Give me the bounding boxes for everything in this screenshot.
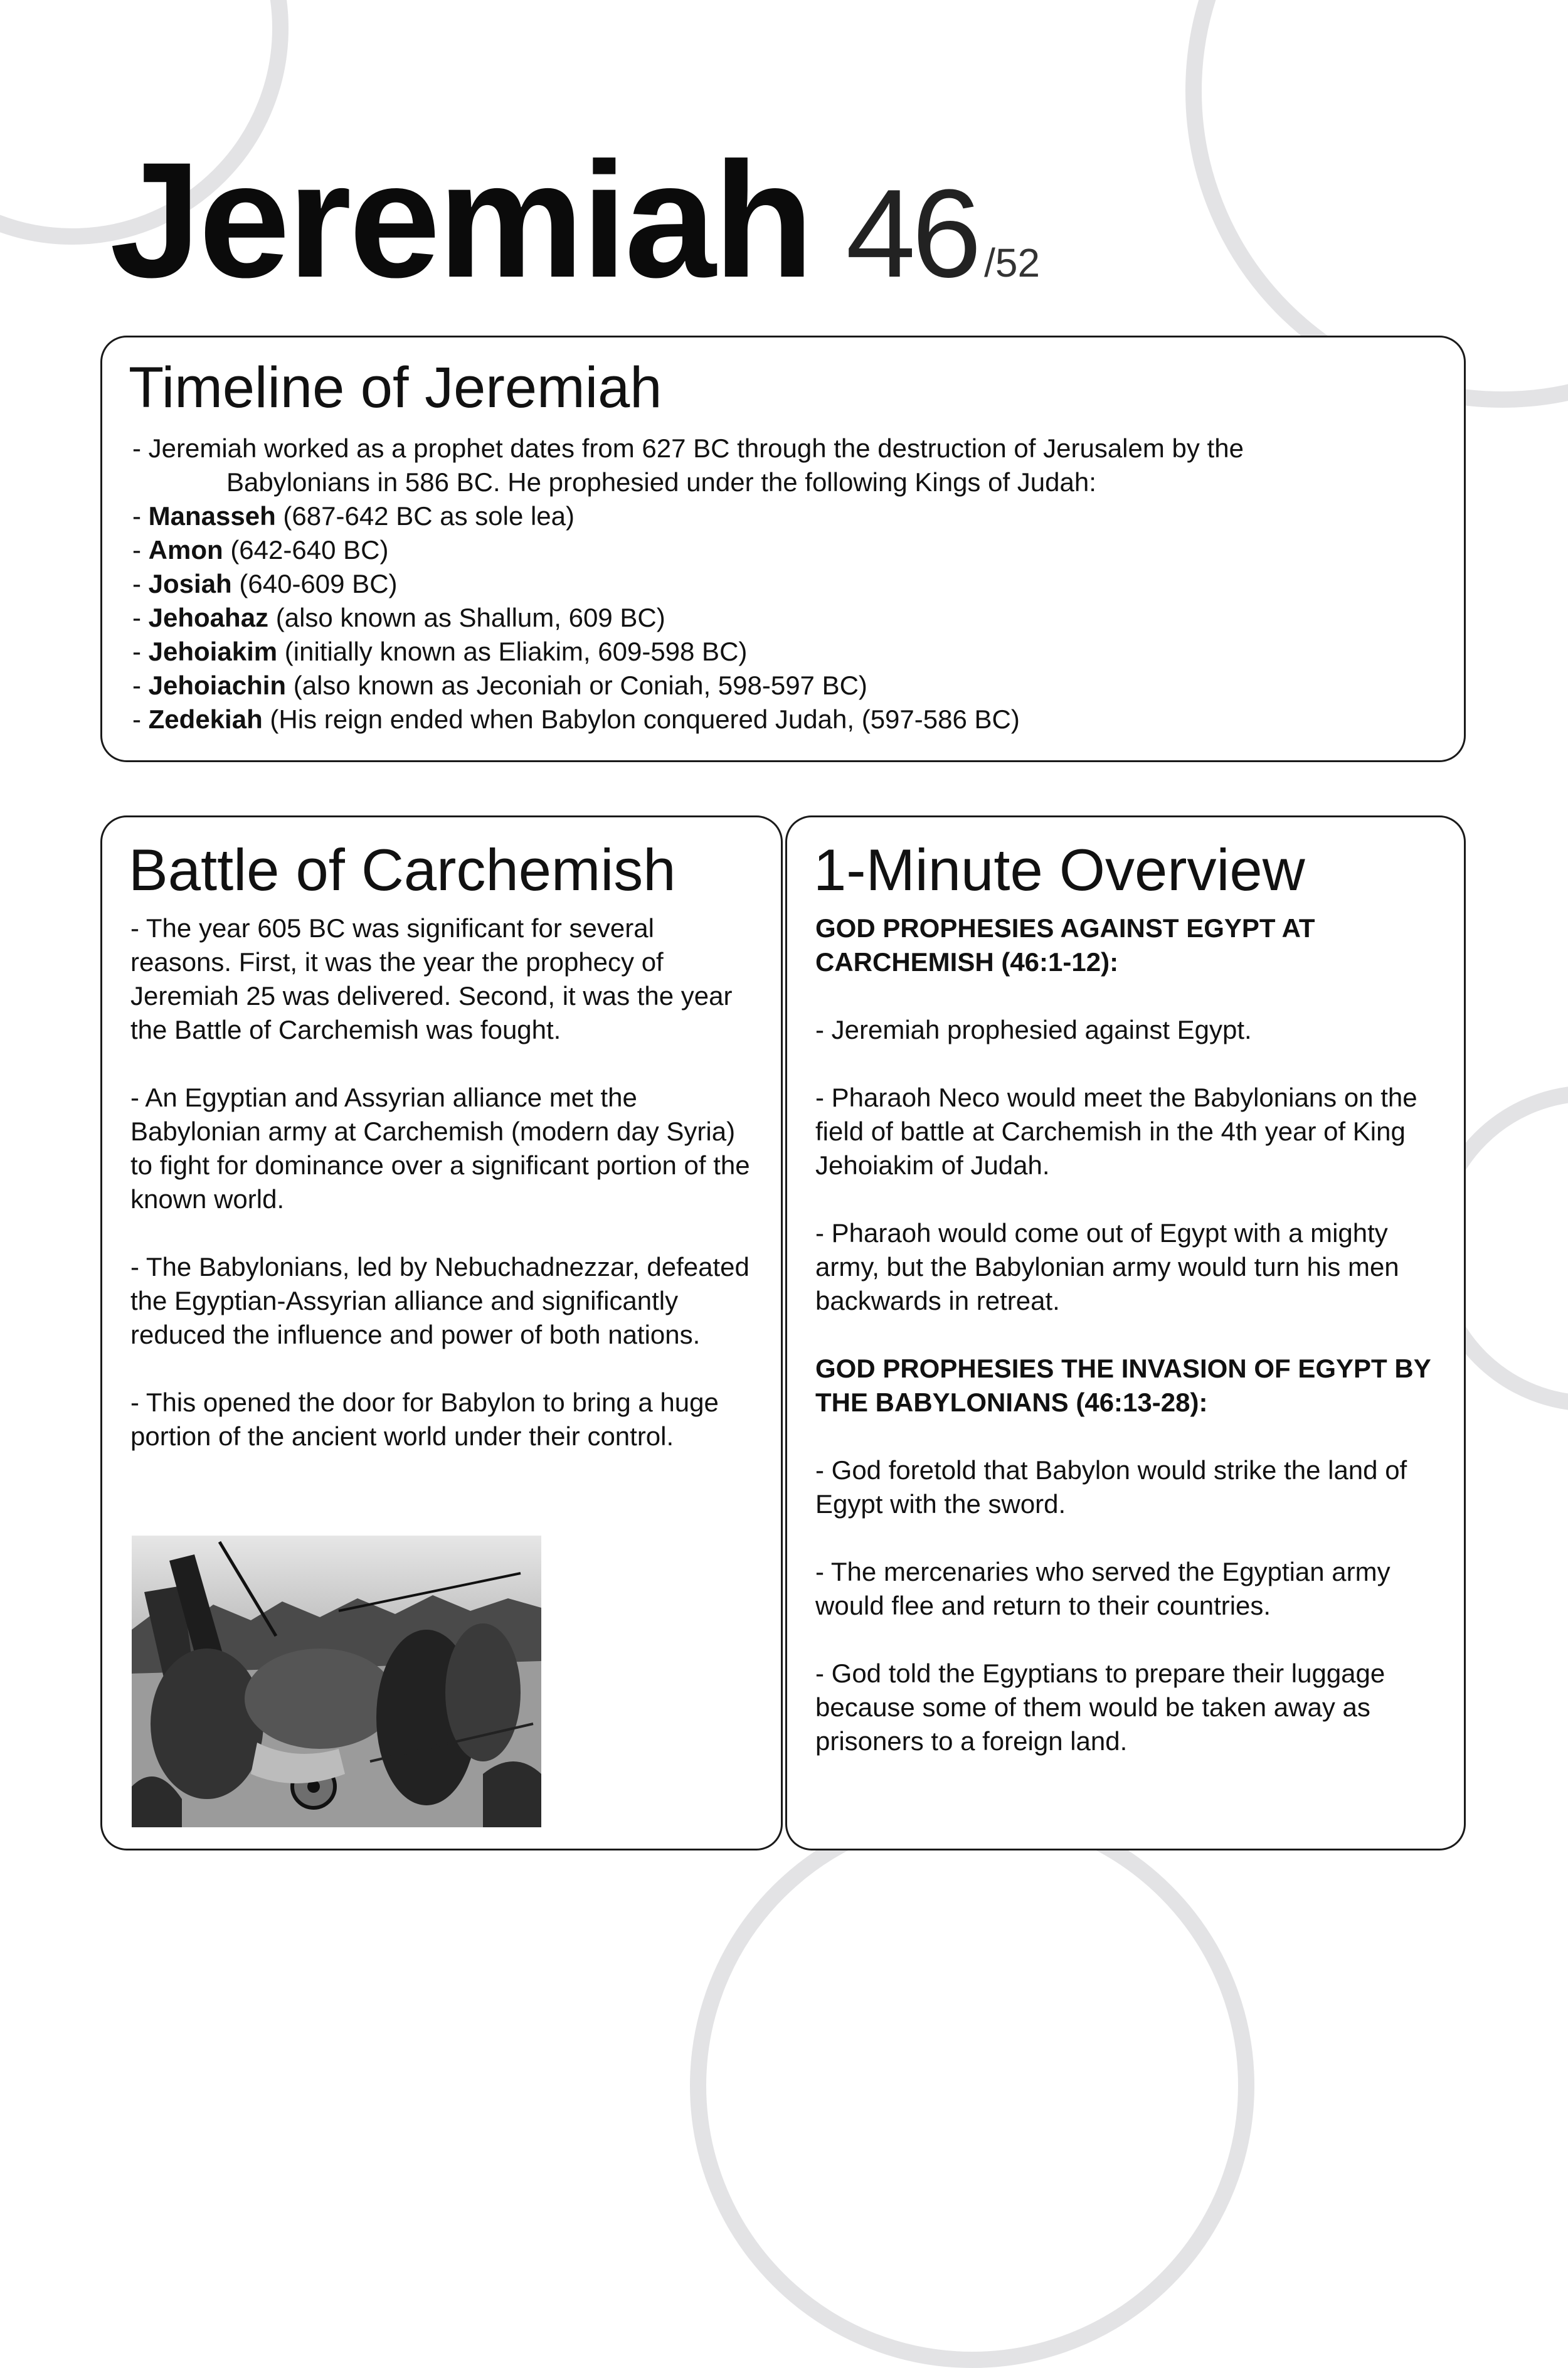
overview-point: - Pharaoh would come out of Egypt with a mighty army, but the Babylonian army would turn his men backwards in retreat.	[815, 1218, 1399, 1315]
king-detail: (His reign ended when Babylon conquered Judah, (597-586 BC)	[262, 704, 1020, 734]
overview-card	[785, 815, 1466, 1850]
decorative-circle-bottom	[690, 1803, 1254, 2368]
king-detail: (687-642 BC as sole lea)	[275, 501, 575, 531]
king-item: - Zedekiah (His reign ended when Babylon conquered Judah, (597-586 BC)	[132, 704, 1020, 734]
king-item: - Jehoahaz (also known as Shallum, 609 BC)	[132, 603, 665, 632]
king-name: Amon	[148, 535, 223, 565]
page-title	[110, 125, 1040, 315]
king-name: Zedekiah	[148, 704, 263, 734]
overview-heading: GOD PROPHESIES THE INVASION OF EGYPT BY THE BABYLONIANS (46:13-28):	[815, 1354, 1431, 1417]
timeline-title: Timeline of Jeremiah	[129, 356, 662, 420]
timeline-list	[132, 432, 1244, 736]
king-name: Jehoiachin	[148, 671, 287, 700]
king-detail: (640-609 BC)	[231, 569, 398, 598]
chapter-total: /52	[984, 240, 1041, 285]
battle-paragraph: - An Egyptian and Assyrian alliance met the Babylonian army at Carchemish (modern day Syria) to fight for dominance over a significant portion of the known world.	[130, 1083, 750, 1214]
battle-text	[130, 911, 762, 1487]
battle-paragraph: - The Babylonians, led by Nebuchadnezzar, defeated the Egyptian-Assyrian alliance and significantly reduced the influence and power of both nations.	[130, 1252, 750, 1349]
timeline-card	[100, 336, 1466, 762]
king-detail: (642-640 BC)	[223, 535, 389, 565]
king-item: - Jehoiakim (initially known as Eliakim, 609-598 BC)	[132, 637, 748, 666]
king-item: - Amon (642-640 BC)	[132, 535, 389, 565]
overview-text	[815, 911, 1445, 1792]
timeline-intro-continued: Babylonians in 586 BC. He prophesied under the following Kings of Judah:	[226, 467, 1096, 497]
overview-point: - God told the Egyptians to prepare their luggage because some of them would be taken away as prisoners to a foreign land.	[815, 1659, 1385, 1756]
overview-point: - God foretold that Babylon would strike the land of Egypt with the sword.	[815, 1455, 1407, 1519]
battle-paragraph: - This opened the door for Babylon to bring a huge portion of the ancient world under their control.	[130, 1388, 719, 1451]
king-name: Josiah	[148, 569, 232, 598]
king-item: - Josiah (640-609 BC)	[132, 569, 398, 598]
king-item: - Jehoiachin (also known as Jeconiah or Coniah, 598-597 BC)	[132, 671, 867, 700]
battle-card	[100, 815, 783, 1850]
overview-heading: GOD PROPHESIES AGAINST EGYPT AT CARCHEMISH (46:1-12):	[815, 913, 1315, 977]
king-name: Manasseh	[148, 501, 276, 531]
timeline-intro: - Jeremiah worked as a prophet dates from 627 BC through the destruction of Jerusalem by the	[132, 433, 1244, 463]
battle-paragraph: - The year 605 BC was significant for several reasons. First, it was the year the prophecy of Jeremiah 25 was delivered. Second, it was the year the Battle of Carchemish was fought.	[130, 913, 733, 1044]
book-title: Jeremiah	[110, 128, 812, 312]
king-item: - Manasseh (687-642 BC as sole lea)	[132, 501, 575, 531]
battle-illustration	[132, 1536, 541, 1827]
overview-point: - Pharaoh Neco would meet the Babylonians on the field of battle at Carchemish in the 4th year of King Jehoiakim of Judah.	[815, 1083, 1417, 1180]
overview-point: - The mercenaries who served the Egyptian army would flee and return to their countries.	[815, 1557, 1391, 1620]
king-name: Jehoiakim	[148, 637, 278, 666]
chapter-number: 46	[845, 164, 978, 304]
overview-point: - Jeremiah prophesied against Egypt.	[815, 1015, 1252, 1044]
king-detail: (initially known as Eliakim, 609-598 BC)	[277, 637, 748, 666]
king-detail: (also known as Shallum, 609 BC)	[268, 603, 665, 632]
king-name: Jehoahaz	[148, 603, 269, 632]
battle-title: Battle of Carchemish	[129, 837, 676, 903]
overview-title: 1-Minute Overview	[813, 837, 1305, 903]
king-detail: (also known as Jeconiah or Coniah, 598-597 BC)	[286, 671, 867, 700]
